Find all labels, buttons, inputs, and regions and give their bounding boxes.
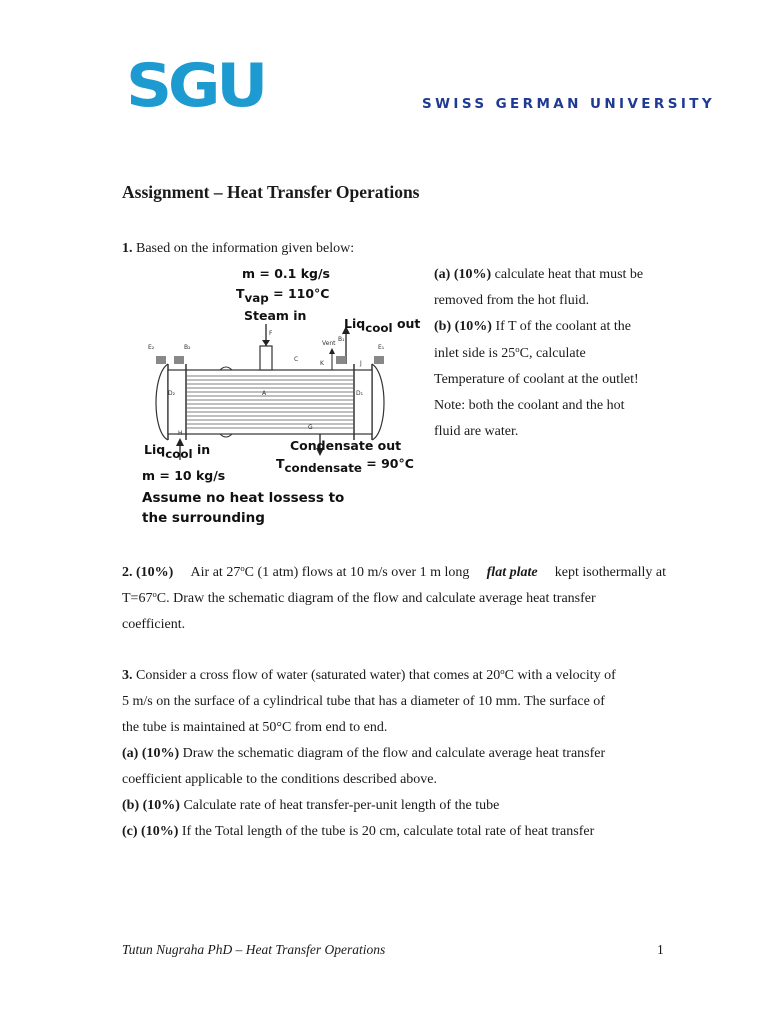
page-number: 1 <box>657 942 664 957</box>
q3b: (b) (10%) Calculate rate of heat transfer-per-unit length of the tube <box>122 798 500 813</box>
label-a: A <box>262 390 267 397</box>
steam-flow-rate: m = 0.1 kg/s <box>242 266 330 281</box>
q3-line-1: 3. Consider a cross flow of water (saturated water) that comes at 20$^o$C with a velocity of <box>122 666 616 683</box>
q1-tasks: (a) (10%) calculate heat that must be removed from the hot fluid. (b) (10%) If T of the coolant at the inlet side is 25$^o$C, calculate Temperature of coolant at the outlet! Note: both the coolant and the hot fluid are water. <box>434 267 644 440</box>
label-e2: E₂ <box>148 344 155 351</box>
label-g: G <box>308 424 313 431</box>
steam-in-label: Steam in <box>244 308 307 323</box>
q3a-line-2: coefficient applicable to the conditions described above. <box>122 772 438 787</box>
q1-intro: 1. Based on the information given below: <box>122 241 355 256</box>
sgu-logo <box>126 58 266 110</box>
assumption-line-1: Assume no heat lossess to <box>142 490 345 506</box>
label-e1: E₁ <box>378 344 385 351</box>
label-d1: D₁ <box>356 390 364 397</box>
label-vent: Vent <box>322 340 336 347</box>
q2-line-2: $T=67^oC$. Draw the schematic diagram of the flow and calculate average heat transfer <box>122 589 596 606</box>
svg-text:SGU: SGU <box>126 58 264 110</box>
q2-line-3: coefficient. <box>122 617 186 632</box>
label-f: F <box>269 330 273 337</box>
q3-line-3: the tube is maintained at 50°C from end to end. <box>122 720 388 735</box>
label-h: H <box>178 430 183 437</box>
heat-exchanger-diagram <box>124 264 424 528</box>
condensate-temperature: $T_{condensate} = 90^\circ C$ <box>276 456 414 476</box>
university-name: SWISS GERMAN UNIVERSITY <box>422 96 716 112</box>
steam-temperature: $T_{vap} = 110^\circ C$ <box>236 286 330 306</box>
label-d2: D₂ <box>168 390 176 397</box>
coolant-flow-rate: m = 10 kg/s <box>142 468 226 483</box>
footer-author: Tutun Nugraha PhD – Heat Transfer Operations <box>122 942 386 957</box>
q3a-line-1: (a) (10%) Draw the schematic diagram of the flow and calculate average heat transfer <box>122 746 606 761</box>
q3-line-2: 5 m/s on the surface of a cylindrical tube that has a diameter of 10 mm. The surface of <box>122 694 605 709</box>
q3c: (c) (10%) If the Total length of the tube is 20 cm, calculate total rate of heat transfer <box>122 824 595 839</box>
q2-line-1: 2. (10%) Air at 27$^o$C (1 atm) flows at 10 m/s over 1 m long flat plate kept isothermally at <box>122 563 666 580</box>
condensate-out-label: Condensate out <box>290 438 402 453</box>
assumption-line-2: the surrounding <box>142 510 265 526</box>
label-b1: B₁ <box>338 336 345 343</box>
label-b2: B₂ <box>184 344 191 351</box>
coolant-out-label: Liq$_{cool}$ out <box>344 316 421 336</box>
label-k: K <box>320 360 324 367</box>
page-title: Assignment – Heat Transfer Operations <box>122 182 420 202</box>
coolant-in-label: Liq$_{cool}$ in <box>144 442 211 462</box>
label-j: J <box>360 360 362 367</box>
label-c: C <box>294 356 299 363</box>
